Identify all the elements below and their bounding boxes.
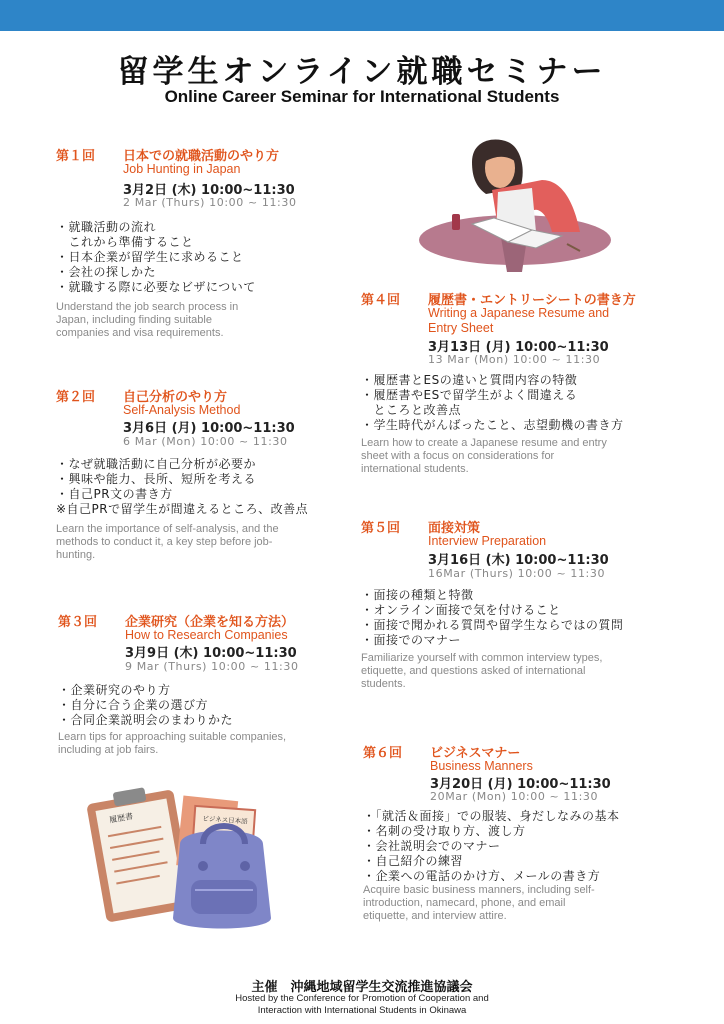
- clipboard-label: 履歴書: [108, 811, 134, 825]
- topic-item: これから準備すること: [56, 235, 194, 249]
- session-3: [58, 611, 358, 761]
- session-title-en: Job Hunting in Japan: [123, 162, 241, 176]
- session-number: 第４回: [361, 293, 401, 308]
- backpack-illustration: [85, 770, 295, 945]
- session-description: Learn how to create a Japanese resume and entry sheet with a focus on considerations for international students.: [361, 437, 607, 475]
- session-date-en: 20Mar (Mon) 10:00 ~ 11:30: [430, 790, 599, 803]
- session-description: Understand the job search process in Japan, including finding suitable companies and visa requirements.: [56, 301, 239, 339]
- session-description: Acquire basic business manners, including self- introduction, namecard, phone, and email etiquette, and interview attire.: [363, 884, 595, 922]
- topic-item: ・名刺の受け取り方、渡し方: [363, 824, 526, 838]
- topic-item: ・会社説明会でのマナー: [363, 839, 501, 853]
- page-title: 留学生オンライン就職セミナー: [117, 54, 607, 90]
- organizer-en: Hosted by the Conference for Promotion of Cooperation and Interaction with International Students in Okinawa: [235, 993, 489, 1016]
- session-date: 3月16日 (木) 10:00~11:30: [428, 553, 609, 568]
- topic-item: ところと改善点: [361, 403, 462, 417]
- session-6: [363, 742, 693, 932]
- session-number: 第６回: [363, 746, 403, 761]
- session-topics: [361, 588, 623, 648]
- session-date-en: 9 Mar (Thurs) 10:00 ~ 11:30: [125, 660, 299, 673]
- session-title-en: Self-Analysis Method: [123, 403, 241, 417]
- session-topics: [363, 809, 620, 884]
- topic-item: ・面接で聞かれる質問や留学生ならではの質問: [361, 618, 624, 632]
- session-date: 3月9日 (木) 10:00~11:30: [125, 646, 297, 661]
- book-label: ビジネス日本語: [202, 814, 248, 826]
- session-date-en: 6 Mar (Mon) 10:00 ~ 11:30: [123, 435, 288, 448]
- session-number: 第３回: [58, 615, 98, 630]
- topic-item: ※自己PRで留学生が間違えるところ、改善点: [56, 502, 309, 516]
- session-4: [361, 289, 691, 479]
- session-number: 第２回: [56, 390, 96, 405]
- session-title-jp: ビジネスマナー: [430, 746, 521, 761]
- topic-item: ・日本企業が留学生に求めること: [56, 250, 244, 264]
- session-title-en: How to Research Companies: [125, 628, 288, 642]
- session-topics: [56, 457, 308, 517]
- session-date-en: 16Mar (Thurs) 10:00 ~ 11:30: [428, 567, 606, 580]
- topic-item: ・会社の探しかた: [56, 265, 157, 279]
- session-description: Familiarize yourself with common interview types, etiquette, and questions asked of international students.: [361, 652, 603, 690]
- topic-item: ・なぜ就職活動に自己分析が必要か: [56, 457, 257, 471]
- session-number: 第５回: [361, 521, 401, 536]
- session-title-jp: 自己分析のやり方: [123, 390, 228, 405]
- topic-item: ・企業研究のやり方: [58, 683, 171, 697]
- session-date: 3月2日 (木) 10:00~11:30: [123, 183, 295, 198]
- topic-item: ・興味や能力、長所、短所を考える: [56, 472, 257, 486]
- session-description: Learn tips for approaching suitable companies, including at job fairs.: [58, 731, 287, 756]
- organizer: 主催 沖縄地域留学生交流推進協議会: [251, 980, 473, 995]
- page-subtitle: Online Career Seminar for International Students: [164, 87, 560, 106]
- session-1: [56, 145, 356, 340]
- session-title-jp: 企業研究（企業を知る方法）: [125, 615, 295, 630]
- student-illustration: [412, 132, 617, 272]
- session-title-jp: 日本での就職活動のやり方: [123, 149, 280, 164]
- topic-item: ・自己紹介の練習: [363, 854, 464, 868]
- session-title-jp: 面接対策: [428, 521, 481, 536]
- session-date-en: 13 Mar (Mon) 10:00 ~ 11:30: [428, 353, 601, 366]
- topic-item: ・オンライン面接で気を付けること: [361, 603, 561, 617]
- session-title-en: Business Manners: [430, 759, 533, 773]
- topic-item: ・合同企業説明会のまわりかた: [58, 713, 234, 727]
- session-topics: [56, 220, 256, 295]
- topic-item: ・履歴書とESの違いと質問内容の特徴: [361, 373, 578, 387]
- session-date-en: 2 Mar (Thurs) 10:00 ~ 11:30: [123, 196, 297, 209]
- session-title-en: Writing a Japanese Resume and Entry Sheet: [428, 306, 610, 335]
- topic-item: ・就職する際に必要なビザについて: [56, 280, 256, 294]
- session-date: 3月13日 (月) 10:00~11:30: [428, 340, 609, 355]
- session-date: 3月6日 (月) 10:00~11:30: [123, 421, 295, 436]
- topic-item: ・就職活動の流れ: [56, 220, 157, 234]
- topic-item: ・自分に合う企業の選び方: [58, 698, 209, 712]
- topic-item: ・学生時代がんばったこと、志望動機の書き方: [361, 418, 624, 432]
- session-date: 3月20日 (月) 10:00~11:30: [430, 777, 611, 792]
- topic-item: ・自己PR文の書き方: [56, 487, 173, 501]
- session-topics: [58, 683, 233, 728]
- topic-item: ・履歴書やESで留学生がよく間違える: [361, 388, 578, 402]
- topic-item: ・面接の種類と特徴: [361, 588, 474, 602]
- session-title-jp: 履歴書・エントリーシートの書き方: [428, 293, 636, 308]
- session-5: [361, 517, 691, 697]
- session-title-en: Interview Preparation: [428, 534, 547, 548]
- topic-item: ・面接でのマナー: [361, 633, 462, 647]
- top-color-bar: [0, 0, 724, 31]
- topic-item: ・「就活＆面接」での服装、身だしなみの基本: [363, 809, 620, 823]
- topic-item: ・企業への電話のかけ方、メールの書き方: [363, 869, 601, 883]
- session-2: [56, 386, 356, 566]
- session-number: 第１回: [56, 149, 96, 164]
- session-description: Learn the importance of self-analysis, and the methods to conduct it, a key step before job- hunting.: [56, 523, 279, 561]
- session-topics: [361, 373, 624, 433]
